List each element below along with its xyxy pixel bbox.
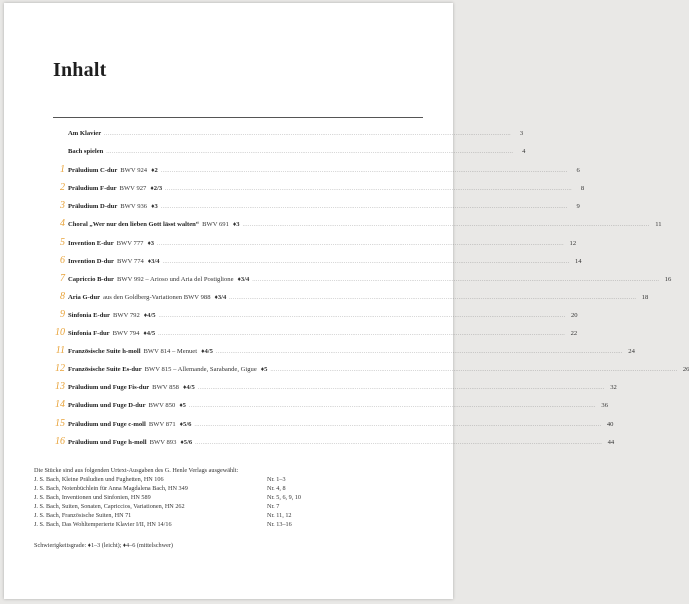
source-line bbox=[34, 511, 434, 520]
table-of-contents bbox=[53, 125, 689, 451]
entry-number: 8 bbox=[60, 290, 65, 302]
entry-detail: BWV 927 bbox=[119, 185, 147, 193]
leader-dots: ............................................................................................................................................................................................................................ bbox=[197, 386, 605, 392]
entry-title: Choral „Wer nur den lieben Gott lässt walten“ bbox=[68, 221, 200, 229]
source-edition: J. S. Bach, Kleine Präludien und Fughetten, HN 106 bbox=[34, 476, 164, 483]
toc-entry[interactable] bbox=[53, 161, 580, 179]
entry-detail: BWV 893 bbox=[149, 438, 177, 446]
entry-page-number: 22 bbox=[570, 330, 578, 338]
entry-title: Sinfonia E-dur bbox=[68, 311, 110, 319]
difficulty-badge: ♦3/4 bbox=[237, 275, 250, 283]
difficulty-badge: ♦4/5 bbox=[201, 348, 213, 356]
toc-entry[interactable] bbox=[53, 270, 672, 288]
entry-title: Invention D-dur bbox=[68, 257, 114, 265]
toc-entry[interactable] bbox=[53, 324, 578, 342]
entry-page-number: 36 bbox=[601, 402, 608, 410]
leader-dots: ............................................................................................................................................................................................................................ bbox=[188, 404, 596, 410]
source-edition: J. S. Bach, Notenbüchlein für Anna Magdalena Bach, HN 349 bbox=[34, 485, 188, 492]
entry-title: Präludium und Fuge D-dur bbox=[68, 402, 146, 410]
entry-title: Präludium D-dur bbox=[68, 203, 118, 211]
toc-entry[interactable] bbox=[53, 143, 526, 161]
entry-title: Aria G-dur bbox=[68, 293, 101, 301]
entry-detail: BWV 936 bbox=[120, 203, 148, 211]
toc-entry[interactable] bbox=[53, 197, 580, 215]
entry-detail: BWV 858 bbox=[152, 384, 179, 392]
leader-dots: ............................................................................................................................................................................................................................ bbox=[160, 169, 568, 175]
source-edition: J. S. Bach, Das Wohltemperierte Klavier I/II, HN 14/16 bbox=[34, 521, 172, 528]
entry-detail: BWV 777 bbox=[116, 239, 144, 247]
leader-dots: ............................................................................................................................................................................................................................ bbox=[215, 350, 623, 356]
toc-entry[interactable] bbox=[53, 360, 689, 378]
footer-notes bbox=[34, 466, 434, 550]
page-title: Inhalt bbox=[53, 59, 107, 81]
difficulty-badge: ♦3 bbox=[147, 239, 155, 247]
source-edition: J. S. Bach, Inventionen und Sinfonien, HN 589 bbox=[34, 494, 151, 501]
entry-number: 11 bbox=[55, 345, 65, 357]
entry-number: 5 bbox=[60, 236, 65, 248]
entry-detail: aus den Goldberg-Variationen BWV 988 bbox=[103, 293, 211, 301]
entry-page-number: 26 bbox=[682, 366, 689, 374]
toc-entry[interactable] bbox=[53, 125, 524, 143]
entry-page-number: 16 bbox=[664, 275, 672, 283]
entry-page-number: 8 bbox=[580, 185, 585, 193]
leader-dots: ............................................................................................................................................................................................................................ bbox=[157, 241, 565, 247]
leader-dots: ............................................................................................................................................................................................................................ bbox=[270, 368, 678, 374]
source-numbers: Nr. 1–3 bbox=[267, 476, 286, 483]
entry-detail: BWV 792 bbox=[112, 311, 140, 319]
leader-dots: ............................................................................................................................................................................................................................ bbox=[158, 313, 566, 319]
toc-entry[interactable] bbox=[53, 288, 649, 306]
difficulty-legend: Schwierigkeitsgrade: ♦1–3 (leicht); ♦4–6 (mittelschwer) bbox=[34, 542, 173, 549]
entry-title: Bach spielen bbox=[68, 148, 104, 156]
entry-number: 15 bbox=[55, 417, 65, 429]
source-line bbox=[34, 520, 434, 529]
difficulty-badge: ♦5 bbox=[179, 402, 186, 410]
entry-page-number: 44 bbox=[607, 438, 615, 446]
entry-title: Präludium und Fuge Fis-dur bbox=[68, 384, 150, 392]
title-divider bbox=[53, 117, 423, 118]
source-numbers: Nr. 11, 12 bbox=[267, 512, 292, 519]
entry-title: Präludium C-dur bbox=[68, 167, 118, 175]
entry-number: 3 bbox=[60, 200, 65, 212]
entry-page-number: 3 bbox=[519, 130, 524, 137]
entry-detail: BWV 924 bbox=[120, 167, 148, 175]
entry-number: 4 bbox=[60, 218, 65, 230]
page bbox=[4, 3, 689, 599]
toc-entry[interactable] bbox=[53, 378, 617, 396]
entry-page-number: 20 bbox=[570, 311, 578, 319]
difficulty-badge: ♦4/5 bbox=[143, 330, 156, 338]
entry-title: Französische Suite Es-dur bbox=[68, 366, 142, 374]
entry-detail: BWV 814 – Menuet bbox=[143, 348, 198, 356]
leader-dots: ............................................................................................................................................................................................................................ bbox=[195, 440, 603, 446]
difficulty-badge: ♦5/6 bbox=[179, 420, 192, 428]
entry-page-number: 18 bbox=[641, 293, 649, 301]
entry-number: 10 bbox=[55, 327, 65, 339]
entry-page-number: 40 bbox=[606, 420, 614, 428]
leader-dots: ............................................................................................................................................................................................................................ bbox=[242, 223, 650, 229]
entry-page-number: 32 bbox=[610, 384, 617, 392]
entry-detail: BWV 691 bbox=[202, 221, 229, 229]
entry-title: Am Klavier bbox=[68, 130, 102, 137]
entry-detail: BWV 871 bbox=[148, 420, 176, 428]
entry-number: 12 bbox=[55, 363, 65, 375]
toc-entry[interactable] bbox=[53, 342, 635, 360]
entry-number: 16 bbox=[55, 435, 65, 447]
leader-dots: ............................................................................................................................................................................................................................ bbox=[194, 422, 602, 428]
difficulty-badge: ♦3 bbox=[151, 203, 158, 211]
entry-number: 7 bbox=[60, 272, 65, 284]
entry-page-number: 12 bbox=[569, 239, 577, 247]
entry-number: 6 bbox=[60, 254, 65, 266]
toc-entry[interactable] bbox=[53, 415, 614, 433]
source-numbers: Nr. 13–16 bbox=[267, 521, 292, 528]
source-numbers: Nr. 4, 8 bbox=[267, 485, 286, 492]
entry-title: Invention E-dur bbox=[68, 239, 114, 247]
entry-detail: BWV 815 – Allemande, Sarabande, Gigue bbox=[144, 366, 257, 374]
entry-title: Präludium und Fuge c-moll bbox=[68, 420, 146, 428]
source-line bbox=[34, 493, 434, 502]
sources-intro: Die Stücke sind aus folgenden Urtext-Ausgaben des G. Henle Verlags ausgewählt: bbox=[34, 467, 239, 474]
entry-number: 14 bbox=[55, 399, 65, 411]
entry-page-number: 6 bbox=[576, 167, 580, 175]
toc-entry[interactable] bbox=[53, 252, 582, 270]
leader-dots: ............................................................................................................................................................................................................................ bbox=[229, 295, 637, 301]
difficulty-badge: ♦4/5 bbox=[143, 311, 156, 319]
difficulty-badge: ♦3/4 bbox=[214, 293, 227, 301]
leader-dots: ............................................................................................................................................................................................................................ bbox=[162, 259, 570, 265]
source-numbers: Nr. 5, 6, 9, 10 bbox=[267, 494, 302, 501]
entry-title: Capriccio B-dur bbox=[68, 275, 114, 283]
toc-entry[interactable] bbox=[53, 234, 577, 252]
source-edition: J. S. Bach, Suiten, Sonaten, Capriccios, Variationen, HN 262 bbox=[34, 503, 185, 510]
source-line bbox=[34, 502, 434, 511]
toc-entry[interactable] bbox=[53, 433, 615, 451]
entry-detail: BWV 794 bbox=[112, 330, 140, 338]
leader-dots: ............................................................................................................................................................................................................................ bbox=[158, 332, 566, 338]
entry-page-number: 9 bbox=[576, 203, 580, 211]
difficulty-badge: ♦2/3 bbox=[150, 185, 163, 193]
entry-detail: BWV 850 bbox=[148, 402, 176, 410]
difficulty-badge: ♦2 bbox=[151, 167, 158, 175]
source-line bbox=[34, 484, 434, 493]
difficulty-badge: ♦3/4 bbox=[147, 257, 160, 265]
entry-title: Französische Suite h-moll bbox=[68, 348, 141, 356]
sources-list bbox=[34, 475, 434, 529]
toc-entry[interactable] bbox=[53, 179, 585, 197]
source-numbers: Nr. 7 bbox=[267, 503, 280, 510]
difficulty-badge: ♦5 bbox=[260, 366, 268, 374]
difficulty-badge: ♦5/6 bbox=[180, 438, 193, 446]
toc-entry[interactable] bbox=[53, 215, 662, 233]
leader-dots: ............................................................................................................................................................................................................................ bbox=[160, 205, 568, 211]
entry-number: 13 bbox=[55, 381, 65, 393]
entry-number: 9 bbox=[60, 308, 65, 320]
difficulty-badge: ♦3 bbox=[232, 221, 240, 229]
entry-number: 2 bbox=[60, 182, 65, 194]
entry-detail: BWV 774 bbox=[116, 257, 144, 265]
entry-page-number: 4 bbox=[522, 148, 526, 156]
difficulty-badge: ♦4/5 bbox=[182, 384, 195, 392]
leader-dots: ............................................................................................................................................................................................................................ bbox=[106, 150, 514, 156]
leader-dots: ............................................................................................................................................................................................................................ bbox=[252, 277, 660, 283]
entry-title: Präludium und Fuge h-moll bbox=[68, 438, 147, 446]
entry-page-number: 11 bbox=[655, 221, 662, 229]
entry-number: 1 bbox=[60, 164, 65, 176]
entry-page-number: 14 bbox=[575, 257, 582, 265]
source-edition: J. S. Bach, Französische Suiten, HN 71 bbox=[34, 512, 132, 519]
leader-dots: ............................................................................................................................................................................................................................ bbox=[104, 132, 512, 137]
source-line bbox=[34, 475, 434, 484]
entry-detail: BWV 992 – Arioso und Aria del Postiglione bbox=[116, 275, 234, 283]
entry-title: Sinfonia F-dur bbox=[68, 330, 110, 338]
toc-entry[interactable] bbox=[53, 396, 608, 414]
entry-title: Präludium F-dur bbox=[68, 185, 117, 193]
leader-dots: ............................................................................................................................................................................................................................ bbox=[165, 187, 573, 193]
toc-entry[interactable] bbox=[53, 306, 578, 324]
entry-page-number: 24 bbox=[628, 348, 635, 356]
